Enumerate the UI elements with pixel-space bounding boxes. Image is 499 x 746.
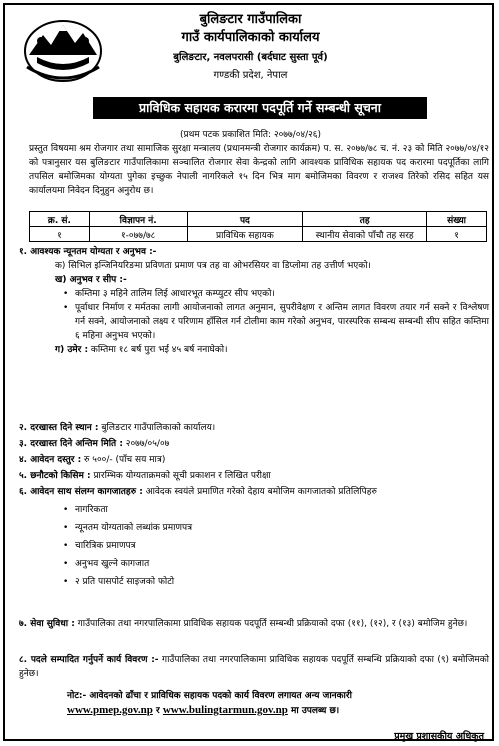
province: गण्डकी प्रदेश, नेपाल [213, 70, 288, 81]
age-label: ग) उमेर : [55, 345, 89, 355]
section-fee [19, 453, 489, 467]
table-header-row [30, 212, 487, 227]
table-cell: प्राविधिक सहायक [187, 227, 303, 242]
note-tail: मा उपलब्ध छ। [291, 706, 340, 716]
benefits-label: ७. सेवा सुविधा : [19, 619, 75, 629]
section-duties [19, 653, 489, 681]
qualification-a: क) सिभिल इन्जिनियरिङमा प्रविणता प्रमाण पत्र तह वा ओभरसियर वा डिप्लोमा तह उत्तीर्ण भएको। [55, 261, 371, 271]
office-address: बुलिङटार, नवलपरासी (बर्दघाट सुस्ता पूर्व) [173, 52, 328, 63]
table-header: पद [187, 212, 303, 227]
table-header: विज्ञापन नं. [89, 212, 187, 227]
selection-text: प्रारम्भिक योग्यताक्रमको सूची प्रकाशन र लिखित परीक्षा [93, 471, 271, 481]
place-text: बुलिङटार गाउँपालिकाको कार्यालय। [101, 423, 216, 433]
list-item: • पूर्वाधार निर्माण र मर्मतका लागी आयोजनाको लागत अनुमान, सुपरीवेक्षण र अन्तिम लागत विवरण तयार गर्न सक्ने र विश्लेषण गर्न सक्ने, आयोजनाको लक्ष्य र परिणाम हाँसिल गर्न टोलीमा काम गरेको अनुभव, पारस्परिक सम्बन्ध सम्बन्धी सीप सहित कम्तिमा ६ महिना अनुभव भएको। [19, 301, 489, 343]
list-item: • कम्तिमा ३ महिने तालिम लिई आधारभूत कम्प्युटर सीप भएको। [19, 287, 489, 301]
experience-title: ख) अनुभव र सीप :- [55, 275, 127, 285]
vacancy-table [29, 211, 487, 242]
section-place [19, 421, 489, 435]
place-label: २. दरखास्त दिने स्थान : [19, 423, 99, 433]
section-qualification [19, 245, 489, 357]
section-deadline [19, 437, 489, 451]
list-item: • २ प्रति पासपोर्ट साइजको फोटो [19, 575, 489, 589]
section-benefits [19, 617, 489, 631]
published-date: (प्रथम पटक प्रकाशित मिति: २०७७/०४/२६) [180, 130, 321, 140]
list-item: • नागरिकता [19, 503, 489, 517]
duties-text: गाउँपालिका तथा नगरपालिकामा प्राविधिक सहायक पदपूर्ति सम्बन्धि प्रक्रियाको दफा (९) बमोजिमको हुनेछ। [19, 655, 489, 679]
fee-text: रु ५००/- (पाँच सय मात्र) [84, 455, 166, 465]
selection-label: ५. छनौटको किसिम : [19, 471, 91, 481]
pmep-link[interactable]: www.pmep.gov.np [67, 704, 153, 716]
office-name: गाउँ कार्यपालिकाको कार्यालय [181, 30, 320, 45]
list-item: • चारित्रिक प्रमाणपत्र [19, 539, 489, 553]
deadline-label: ३. दरखास्त दिने अन्तिम मिति : [19, 439, 123, 449]
section-selection [19, 469, 489, 483]
section-title: १. आवश्यक न्यूनतम योग्यता र अनुभव :- [19, 247, 157, 257]
benefits-text: गाउँपालिका तथा नगरपालिकामा प्राविधिक सहायक पदपूर्ति सम्बन्धी प्रक्रियाको दफा (११), (१२), र (१३) बमोजिम हुनेछ। [77, 619, 468, 629]
table-cell: १-०७७/७८ [89, 227, 187, 242]
duties-label: ८. पदले सम्पादित गर्नुपर्ने कार्य विवरण :- [19, 655, 159, 665]
table-cell: १ [30, 227, 90, 242]
table-header: क्र. सं. [30, 212, 90, 227]
table-cell: १ [427, 227, 487, 242]
municipality-name: बुलिङटार गाउँपालिका [199, 12, 302, 27]
note-sep: र [156, 706, 160, 716]
signature-title: प्रमुख प्रशासकीय अधिकृत [394, 731, 484, 742]
intro-paragraph: प्रस्तुत विषयमा श्रम रोजगार तथा सामाजिक सुरक्षा मन्त्रालय (प्रधानमन्त्री रोजगार कार्यक्रम) प. स. २०७७/७८ च. नं. २३ को मिति २०७७/०४/१२ को पत्रानुसार यस बुलिङटार गाउँपालिकामा सञ्चालित रोजगार सेवा केन्द्रको लागि आवश्यक प्राविधिक सहायक पद करारमा पदपूर्तिका लागि तपसिल बमोजिमका योग्यता पुगेका इच्छुक नेपाली नागरिकले १५ दिन भित्र माग बमोजिमका विवरण र राजश्व तिरेको रसिद सहित यस कार्यालयमा निवेदन दिनुहुन अनुरोध छ। [29, 144, 489, 196]
age-text: कम्तिमा १८ बर्ष पुरा भई ४५ बर्ष ननाघेको। [90, 345, 228, 355]
section-documents [19, 485, 489, 589]
fee-label: ४. आवेदन दस्तुर : [19, 455, 82, 465]
table-header: संख्या [427, 212, 487, 227]
table-cell: स्थानीय सेवाको पाँचौ तह सरह [303, 227, 427, 242]
header [5, 5, 496, 93]
table-header: तह [303, 212, 427, 227]
table-row [30, 227, 487, 242]
section-note [19, 689, 489, 718]
notice-page [3, 3, 494, 741]
note-text: आवेदनको ढाँचा र प्राविधिक सहायक पदको कार्य विवरण लगायत अन्य जानकारी [89, 691, 352, 701]
deadline-text: २०७७/०५/०७ [125, 439, 170, 449]
documents-label: ६. आवेदन साथ संलग्न कागजातहरु : [19, 487, 143, 497]
documents-text: आवेदक स्वयंले प्रमाणित गरेको देहाय बमोजिम कागजातको प्रतिलिपिहरु [145, 487, 377, 497]
note-label: नोट:- [67, 691, 87, 701]
list-item: • अनुभव खुल्ने कागजात [19, 557, 489, 571]
list-item: • न्यूनतम योग्यताको लब्धांक प्रमाणपत्र [19, 521, 489, 535]
municipality-link[interactable]: www.bulingtarmun.gov.np [162, 704, 288, 716]
notice-title-banner: प्राविधिक सहायक करारमा पदपूर्ति गर्ने सम्बन्धी सूचना [93, 97, 427, 119]
